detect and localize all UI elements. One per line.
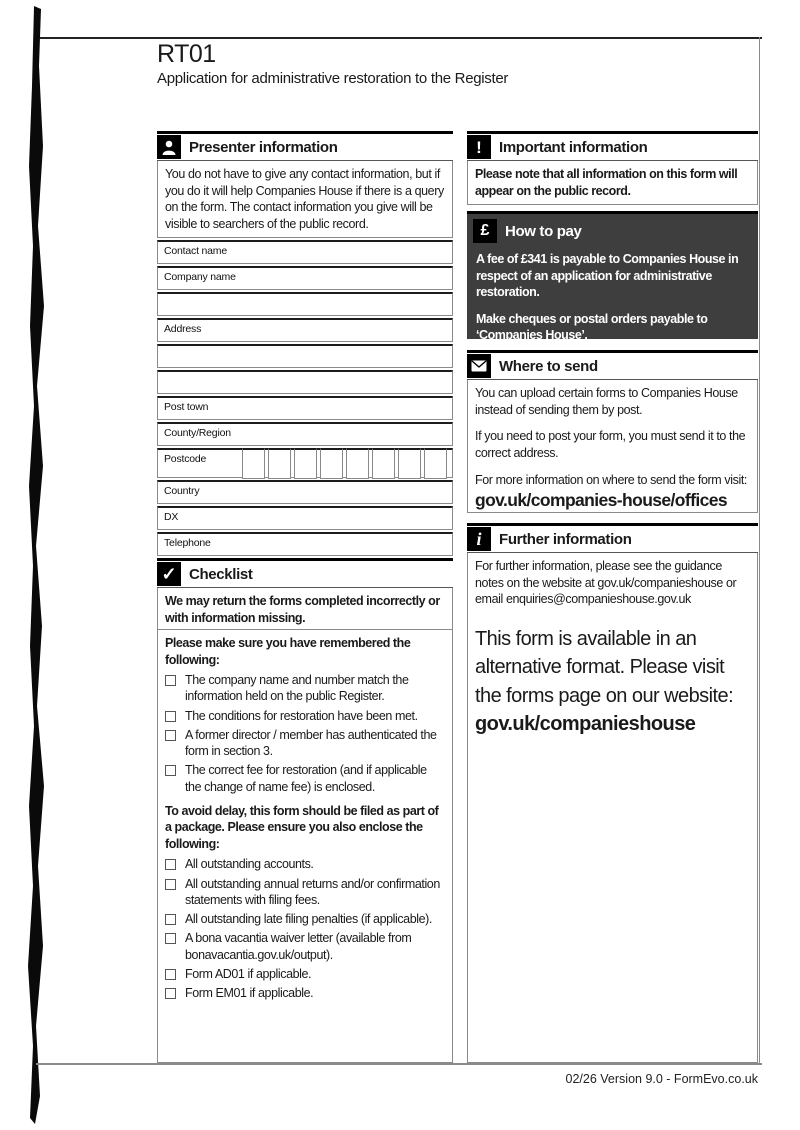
postcode-cell-2[interactable]: [268, 448, 291, 479]
checklist-item: The conditions for restoration have been met.: [165, 708, 445, 724]
postcode-cell-5[interactable]: [346, 448, 369, 479]
checkbox[interactable]: [165, 914, 176, 925]
presenter-heading: Presenter information: [189, 138, 338, 156]
checkbox[interactable]: [165, 765, 176, 776]
telephone-label: Telephone: [164, 537, 211, 549]
address-field-line3[interactable]: [157, 370, 453, 394]
dx-label: DX: [164, 511, 179, 523]
page-title: Application for administrative restoration to the Register: [157, 70, 509, 87]
checkbox[interactable]: [165, 859, 176, 870]
how-to-pay-header: [467, 214, 758, 247]
exclamation-icon: !: [467, 135, 491, 159]
postcode-cell-6[interactable]: [372, 448, 395, 479]
checkbox[interactable]: [165, 730, 176, 741]
checkbox[interactable]: [165, 675, 176, 686]
person-icon: [157, 135, 181, 159]
postcode-cell-7[interactable]: [398, 448, 421, 479]
important-heading: Important information: [499, 138, 648, 156]
important-text: Please note that all information on this form will appear on the public record.: [475, 167, 738, 198]
address-field-line2[interactable]: [157, 344, 453, 368]
checkbox[interactable]: [165, 879, 176, 890]
county-region-label: County/Region: [164, 427, 231, 439]
further-info-body-box: [467, 553, 758, 1063]
checklist-item: All outstanding annual returns and/or confirmation statements with filing fees.: [165, 876, 445, 909]
send-p1: You can upload certain forms to Companies House instead of sending them by post.: [475, 386, 738, 417]
company-name-field-line2[interactable]: [157, 292, 453, 316]
alt-format-text: This form is available in an alternative format. Please visit the forms page on our website:: [475, 627, 734, 708]
companieshouse-url: gov.uk/companieshouse: [475, 712, 696, 735]
page-bottom-rule: [36, 1063, 762, 1065]
checklist-item: The correct fee for restoration (and if applicable the change of name fee) is enclosed.: [165, 762, 445, 795]
how-to-pay-box: [467, 211, 758, 342]
post-town-label: Post town: [164, 401, 209, 413]
further-info-section-header: [467, 523, 758, 553]
check-icon: ✓: [157, 562, 181, 586]
postcode-label: Postcode: [164, 453, 207, 465]
checklist-item: All outstanding late filing penalties (if applicable).: [165, 911, 445, 927]
telephone-field[interactable]: [157, 532, 453, 556]
postcode-cell-3[interactable]: [294, 448, 317, 479]
where-to-send-heading: Where to send: [499, 357, 598, 375]
postcode-cell-1[interactable]: [242, 448, 265, 479]
cheques-text: Make cheques or postal orders payable to ‘Companies House’.: [476, 311, 708, 342]
checklist-item: The company name and number match the information held on the public Register.: [165, 672, 445, 705]
envelope-icon: [467, 354, 491, 378]
presenter-intro-text: You do not have to give any contact information, but if you do it will help Companies House if there is a query on the form. The contact information you give will be visible to searchers of the public record.: [165, 167, 444, 231]
company-name-label: Company name: [164, 271, 236, 283]
checklist-body-box: [157, 630, 453, 1063]
version-footer: 02/26 Version 9.0 - FormEvo.co.uk: [565, 1072, 758, 1086]
offices-url: gov.uk/companies-house/offices: [475, 490, 728, 511]
send-p3: For more information on where to send the form visit:: [475, 472, 747, 487]
dx-field[interactable]: [157, 506, 453, 530]
postcode-cell-4[interactable]: [320, 448, 343, 479]
further-info-heading: Further information: [499, 530, 632, 548]
send-p2: If you need to post your form, you must send it to the correct address.: [475, 429, 746, 460]
where-to-send-body-box: [467, 380, 758, 513]
contact-name-label: Contact name: [164, 245, 227, 257]
checklist-warning-box: [157, 588, 453, 630]
address-label: Address: [164, 323, 202, 335]
company-name-field[interactable]: [157, 266, 453, 290]
checklist-section-header: [157, 558, 453, 588]
form-code: RT01: [157, 40, 216, 68]
page-right-rule: [759, 37, 760, 1065]
county-region-field[interactable]: [157, 422, 453, 446]
checklist-remember-intro: Please make sure you have remembered the following:: [165, 636, 411, 667]
postcode-field[interactable]: [157, 448, 453, 478]
post-town-field[interactable]: [157, 396, 453, 420]
checklist-package-intro: To avoid delay, this form should be filed as part of a package. Please ensure you also enclose the following:: [165, 803, 439, 851]
checkbox[interactable]: [165, 933, 176, 944]
checklist-item: All outstanding accounts.: [165, 856, 445, 872]
info-icon: i: [467, 527, 491, 551]
presenter-section-header: [157, 131, 453, 161]
checklist-warning-text: We may return the forms completed incorrectly or with information missing.: [165, 594, 440, 625]
checkbox[interactable]: [165, 969, 176, 980]
where-to-send-section-header: [467, 350, 758, 380]
checklist-item: A former director / member has authenticated the form in section 3.: [165, 727, 445, 760]
fee-text: A fee of £341 is payable to Companies House in respect of an application for administrative restoration.: [476, 252, 739, 299]
checklist-heading: Checklist: [189, 565, 253, 583]
checklist-item: A bona vacantia waiver letter (available from bonavacantia.gov.uk/output).: [165, 930, 445, 963]
checklist-item: Form EM01 if applicable.: [165, 985, 445, 1001]
presenter-intro-box: [157, 161, 453, 238]
important-section-header: [467, 131, 758, 161]
scan-edge-artifact: [26, 6, 52, 1126]
checkbox[interactable]: [165, 711, 176, 722]
country-label: Country: [164, 485, 200, 497]
how-to-pay-heading: How to pay: [505, 222, 582, 240]
postcode-cell-8[interactable]: [424, 448, 447, 479]
pound-icon: £: [473, 219, 497, 243]
address-field[interactable]: [157, 318, 453, 342]
country-field[interactable]: [157, 480, 453, 504]
checklist-item: Form AD01 if applicable.: [165, 966, 445, 982]
further-info-text: For further information, please see the guidance notes on the website at gov.uk/companieshouse or email enquiries@companieshouse.gov.uk: [475, 559, 737, 607]
page-top-rule: [40, 37, 762, 39]
important-body-box: [467, 161, 758, 205]
checkbox[interactable]: [165, 988, 176, 999]
contact-name-field[interactable]: [157, 240, 453, 264]
